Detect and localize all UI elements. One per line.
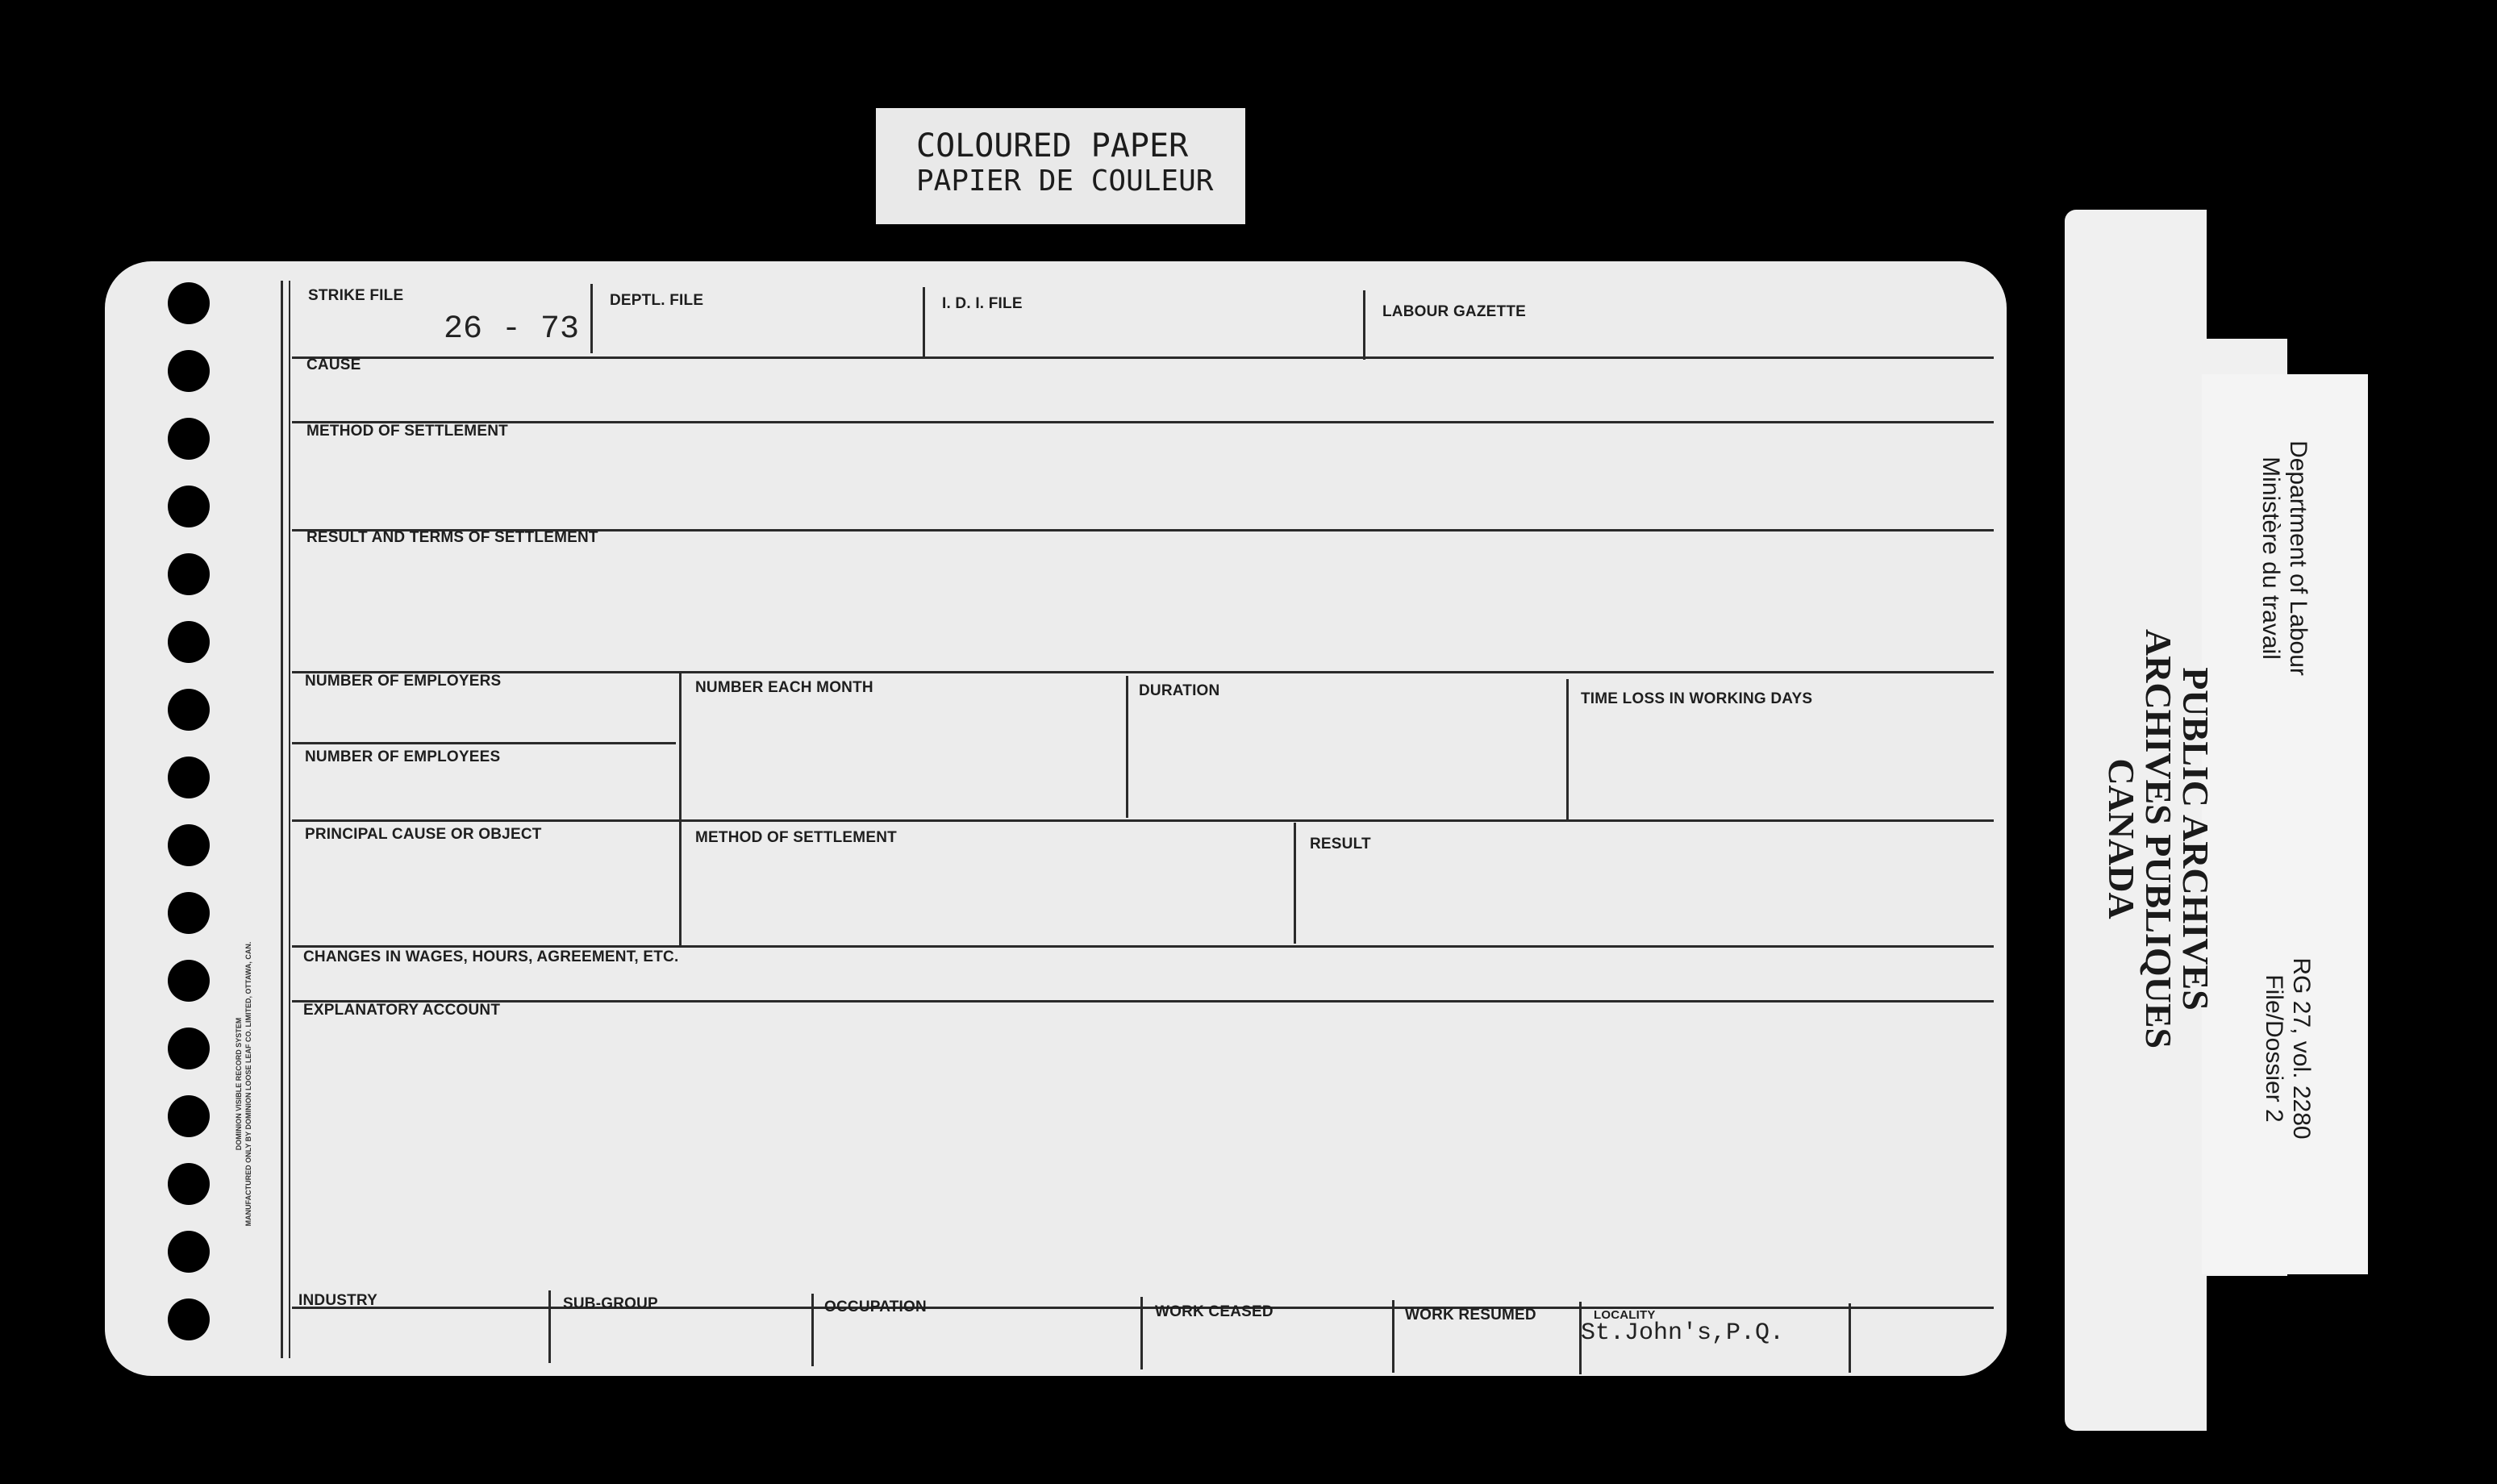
record-group-volume: RG 27, vol. 2280 xyxy=(2288,957,2315,1140)
work-ceased-label: WORK CEASED xyxy=(1155,1303,1274,1320)
cause-label: CAUSE xyxy=(306,356,361,373)
column-rule xyxy=(1566,679,1569,821)
row-rule xyxy=(292,1307,1994,1309)
row-rule xyxy=(292,671,1994,673)
number-of-employees-label: NUMBER OF EMPLOYEES xyxy=(305,748,501,765)
strike-record-card xyxy=(105,261,2007,1376)
number-each-month-label: NUMBER EACH MONTH xyxy=(695,679,873,696)
explanatory-account-label: EXPLANATORY ACCOUNT xyxy=(303,1002,501,1019)
manufacturer-print xyxy=(234,942,253,1227)
duration-label: DURATION xyxy=(1139,682,1220,699)
manufacturer-print-line: DOMINION VISIBLE RECORD SYSTEM xyxy=(235,1017,243,1151)
row-rule xyxy=(292,819,1994,822)
column-rule xyxy=(548,1290,551,1363)
binder-hole xyxy=(168,418,210,460)
binder-hole xyxy=(168,892,210,934)
row-rule xyxy=(292,356,1994,359)
column-rule xyxy=(590,284,593,353)
public-archives-country: CANADA xyxy=(2101,758,2142,919)
public-archives-french: ARCHIVES PUBLIQUES xyxy=(2138,628,2179,1049)
occupation-label: OCCUPATION xyxy=(824,1298,927,1315)
coloured-paper-tag xyxy=(876,108,1245,224)
binder-hole xyxy=(168,1231,210,1273)
margin-rule xyxy=(281,281,283,1358)
column-rule xyxy=(679,673,682,947)
column-rule xyxy=(923,287,925,356)
department-english: Department of Labour xyxy=(2285,440,2311,676)
box-notch xyxy=(2207,1276,2289,1434)
column-rule xyxy=(811,1294,814,1366)
column-rule xyxy=(1363,290,1365,360)
industry-label: INDUSTRY xyxy=(298,1292,378,1309)
binder-hole xyxy=(168,1163,210,1205)
department-french: Ministère du travail xyxy=(2257,456,2284,660)
column-rule xyxy=(1294,823,1296,944)
binder-hole xyxy=(168,824,210,866)
box-notch xyxy=(2207,208,2289,339)
column-rule xyxy=(1140,1297,1143,1369)
tag-line-french: PAPIER DE COULEUR xyxy=(916,165,1214,198)
binder-hole xyxy=(168,486,210,527)
column-rule xyxy=(1126,676,1128,818)
time-loss-label: TIME LOSS IN WORKING DAYS xyxy=(1581,690,1813,707)
idi-file-label: I. D. I. FILE xyxy=(942,295,1023,312)
file-dossier-number: File/Dossier 2 xyxy=(2261,974,2287,1123)
deptl-file-label: DEPTL. FILE xyxy=(610,292,704,309)
locality-value: St.John's,P.Q. xyxy=(1581,1319,1785,1347)
department-text xyxy=(2257,440,2311,676)
binder-hole xyxy=(168,350,210,392)
method-of-settlement-2-label: METHOD OF SETTLEMENT xyxy=(695,829,897,846)
method-of-settlement-label: METHOD OF SETTLEMENT xyxy=(306,423,508,440)
record-group-text xyxy=(2260,957,2315,1139)
binder-hole xyxy=(168,621,210,663)
binder-hole xyxy=(168,1298,210,1340)
row-rule xyxy=(292,742,676,744)
strike-file-label: STRIKE FILE xyxy=(308,287,404,304)
result-and-terms-label: RESULT AND TERMS OF SETTLEMENT xyxy=(306,529,598,546)
column-rule xyxy=(1392,1300,1394,1373)
result-label: RESULT xyxy=(1310,836,1371,852)
labour-gazette-label: LABOUR GAZETTE xyxy=(1382,303,1527,320)
principal-cause-label: PRINCIPAL CAUSE OR OBJECT xyxy=(305,826,542,843)
work-resumed-label: WORK RESUMED xyxy=(1405,1307,1536,1324)
manufacturer-print-line: MANUFACTURED ONLY BY DOMINION LOOSE LEAF CO. LIMITED, OTTAWA, CAN. xyxy=(244,941,252,1227)
changes-label: CHANGES IN WAGES, HOURS, AGREEMENT, ETC. xyxy=(303,948,679,965)
binder-hole xyxy=(168,1095,210,1137)
locality-label: LOCALITY xyxy=(1594,1308,1656,1322)
binder-hole xyxy=(168,689,210,731)
binder-hole xyxy=(168,960,210,1002)
public-archives-english: PUBLIC ARCHIVES xyxy=(2175,667,2216,1011)
number-of-employers-label: NUMBER OF EMPLOYERS xyxy=(305,673,502,690)
margin-rule xyxy=(289,281,290,1358)
binder-hole xyxy=(168,282,210,324)
row-rule xyxy=(292,1000,1994,1003)
binder-hole xyxy=(168,1028,210,1069)
tag-line-english: COLOURED PAPER xyxy=(916,127,1189,165)
row-rule xyxy=(292,421,1994,423)
binder-hole xyxy=(168,553,210,595)
column-rule xyxy=(1849,1303,1851,1373)
row-rule xyxy=(292,945,1994,948)
public-archives-heading xyxy=(2103,629,2214,1048)
strike-file-value: 26 - 73 xyxy=(444,311,580,348)
binder-hole xyxy=(168,757,210,798)
sub-group-label: SUB-GROUP xyxy=(563,1295,658,1312)
